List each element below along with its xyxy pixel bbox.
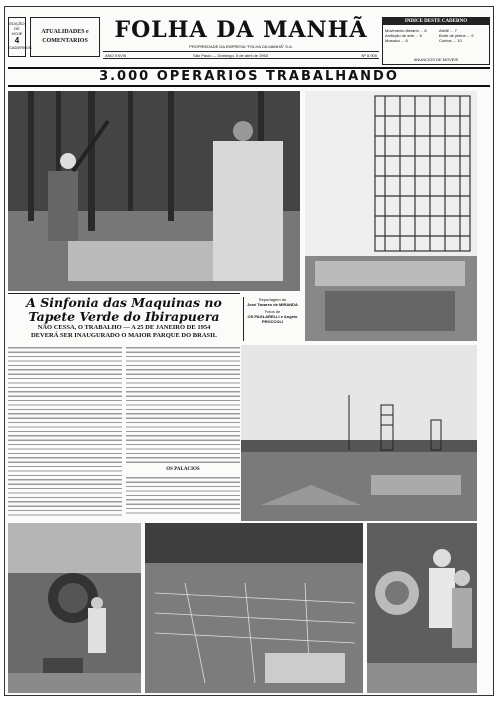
headline-rule [8, 67, 490, 87]
credit-label: Reportagem de [258, 297, 287, 302]
subhead-palacios: OS PALACIOS [166, 467, 200, 472]
story-title-line2: Tapete Verde do Ibirapuera [28, 309, 220, 324]
photo-mixer-worker [8, 523, 141, 693]
article-column [8, 345, 122, 517]
index-left [385, 28, 435, 43]
photo-workers-forest [8, 91, 300, 291]
edition-box [8, 17, 32, 57]
credit-name: OS PAGLARELLI e Angelo PROCCOLI [247, 314, 298, 324]
scaffold-image [305, 91, 477, 341]
workers-closeup-image [367, 523, 477, 693]
photo-foundation-rebar [145, 523, 363, 693]
photo-scaffold-building [305, 91, 477, 341]
story-title-line1: A Sinfonia das Maquinas no [26, 295, 222, 310]
forest-scene-image [8, 91, 300, 291]
edition-line: CADERNOS [9, 45, 32, 50]
article-column [126, 345, 240, 465]
index-item: Ambição de arte ... 6 [385, 33, 422, 38]
story-deck-line2: DEVERÁ SER INAUGURADO O MAIOR PARQUE DO BRASIL [30, 332, 218, 339]
photo-workers-closeup [367, 523, 477, 693]
publisher-line: PROPRIEDADE DA EMPRESA “FOLHA DA MANHÃ” S.A. [189, 44, 293, 49]
index-item: Mosaico ... 6 [385, 38, 408, 43]
article-column [126, 475, 240, 517]
sections-text: ATUALIDADES e COMENTARIOS [41, 29, 89, 44]
newspaper-title: FOLHA DA MANHÃ [114, 17, 368, 43]
edition-line: EDIÇÃO [9, 21, 25, 26]
dateline-rule [103, 51, 379, 59]
year: ANO XXVIII [105, 53, 127, 58]
index-item: Contos ... 10 [439, 38, 462, 43]
mixer-image [8, 523, 141, 693]
index-title: INDICE DESTE CADERNO [383, 18, 489, 25]
index-footer: ANUNCIOS DE MOVEIS [413, 57, 459, 62]
foundation-image [145, 523, 363, 693]
photo-construction-site [241, 345, 477, 521]
edition-count: 4 [14, 36, 20, 45]
newspaper-page [4, 6, 494, 696]
index-item: Ateliê ... 7 [439, 28, 457, 33]
credit-name: José Tavares de MIRANDA [247, 302, 298, 307]
index-item: Boîte de pleine ... 9 [439, 33, 474, 38]
construction-site-image [241, 345, 477, 521]
index-box [382, 17, 490, 65]
sections-box [30, 17, 100, 57]
edition-line: DE [14, 26, 20, 31]
index-item: Movimento literario ... 8 [385, 28, 427, 33]
credit-label: Fotos de [264, 309, 281, 314]
credits-box [243, 297, 301, 341]
main-headline: 3.000 OPERARIOS TRABALHANDO [99, 69, 399, 84]
edition-line: HOJE [11, 31, 23, 36]
story-deck-line1: NÃO CESSA, O TRABALHO — A 25 DE JANEIRO DE 1954 [37, 324, 211, 331]
story-title-block [8, 293, 240, 343]
index-right [439, 28, 489, 43]
issue-number: Nº 8.905 [361, 53, 377, 58]
dateline: São Paulo — Domingo, 5 de abril de 1953 [193, 53, 268, 58]
